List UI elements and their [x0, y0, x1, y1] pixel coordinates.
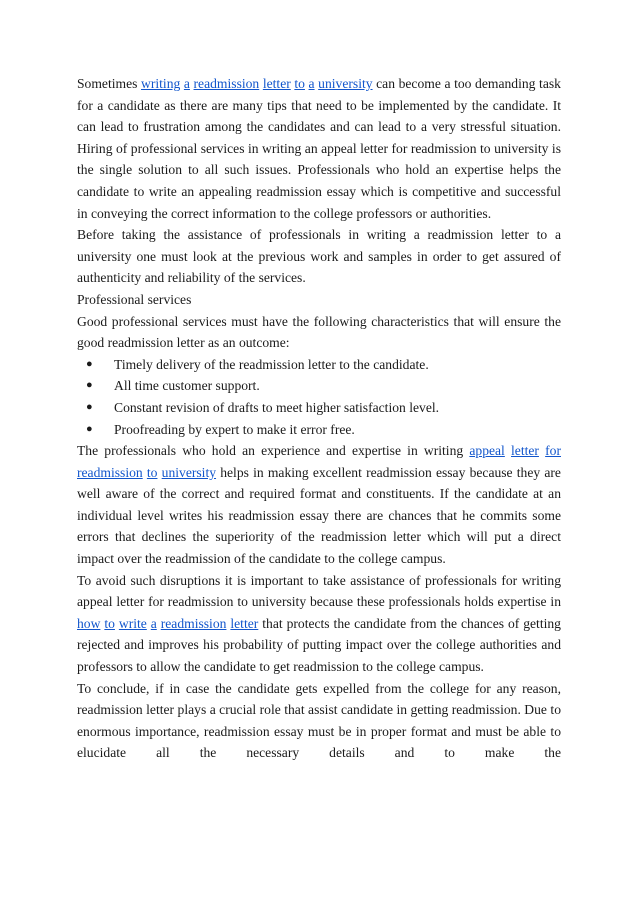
- link-university-2[interactable]: university: [161, 464, 217, 480]
- link-appeal[interactable]: appeal: [469, 443, 505, 459]
- intro-body-text: can become a too demanding task for a candidate as there are many tips that need to be implemented by the candidate. It can lead to frustration among the candidates and can lead to a very stressful situation. Hiring of professional services in writing an appeal letter for readmission to university is the single solution to all such issues. Professionals who hold an expertise helps the candidate to write an appealing readmission essay which is competitive and successful in conveying the correct information to the college professors or authorities.: [77, 76, 561, 221]
- bullet-icon: ●: [86, 357, 93, 370]
- intro-lead-text: Sometimes: [77, 76, 138, 91]
- list-item-text: Proofreading by expert to make it error free.: [114, 421, 355, 437]
- section-heading-professional-services: Professional services: [77, 291, 192, 307]
- link-write[interactable]: write: [118, 615, 147, 631]
- list-item-text: All time customer support.: [114, 378, 260, 394]
- bullet-icon: ●: [86, 400, 93, 413]
- paragraph-conclusion: To conclude, if in case the candidate gets expelled from the college for any reason, readmission letter plays a crucial role that assist candidate in getting readmission. Due to enormous importance, readmission essay must be in proper format and must be able to elucidate all the necessary details and to make the: [77, 680, 561, 761]
- link-readmission-2[interactable]: readmission: [77, 464, 143, 480]
- paragraph-intro: [77, 73, 561, 224]
- list-item-text: Constant revision of drafts to meet higher satisfaction level.: [114, 399, 440, 415]
- paragraph-disruptions: [77, 570, 561, 678]
- list-item-text: Timely delivery of the readmission letter to the candidate.: [114, 356, 429, 372]
- link-letter-3[interactable]: letter: [230, 615, 259, 631]
- paragraph-assistance: Before taking the assistance of professionals in writing a readmission letter to a university one must look at the previous work and samples in order to get assured of authenticity and reliability of the services.: [77, 227, 561, 286]
- list-item: [77, 375, 561, 397]
- paragraph-characteristics: Good professional services must have the following characteristics that will ensure the good readmission letter as an outcome:: [77, 313, 561, 351]
- link-to-2[interactable]: to: [146, 464, 158, 480]
- list-item: [77, 397, 561, 419]
- link-university[interactable]: university: [318, 76, 373, 91]
- link-letter-2[interactable]: letter: [511, 443, 539, 459]
- link-how[interactable]: how: [77, 615, 101, 631]
- link-writing[interactable]: writing: [141, 76, 181, 91]
- characteristics-list: [77, 354, 561, 440]
- list-item: [77, 419, 561, 441]
- paragraph-expertise: [77, 440, 561, 570]
- link-to[interactable]: to: [294, 76, 305, 91]
- link-to-3[interactable]: to: [104, 615, 115, 631]
- bullet-icon: ●: [86, 379, 93, 392]
- expertise-lead-text: The professionals who hold an experience and expertise in writing: [77, 443, 464, 459]
- link-a[interactable]: a: [183, 76, 190, 91]
- document-page: [77, 73, 561, 764]
- link-a-3[interactable]: a: [150, 615, 157, 631]
- disruptions-body-text: that protects the candidate from the chances of getting rejected and improves his probability of putting impact over the college authorities and professors to allow the candidate to get readmission to the college campus.: [77, 615, 561, 675]
- link-for[interactable]: for: [545, 443, 561, 459]
- disruptions-lead-text: To avoid such disruptions it is important to take assistance of professionals for writing appeal letter for readmission to university because these professionals holds expertise in: [77, 572, 561, 610]
- link-letter[interactable]: letter: [262, 76, 291, 91]
- bullet-icon: ●: [86, 422, 93, 435]
- expertise-body-text: helps in making excellent readmission essay because they are well aware of the correct and required format and constituents. If the candidate at an individual level writes his readmission essay there are chances that he commits some errors that declines the superiority of the readmission letter which will put a direct impact over the readmission of the candidate to the college campus.: [77, 464, 561, 567]
- link-readmission[interactable]: readmission: [193, 76, 260, 91]
- link-a-2[interactable]: a: [308, 76, 315, 91]
- link-readmission-3[interactable]: readmission: [160, 615, 227, 631]
- list-item: [77, 354, 561, 376]
